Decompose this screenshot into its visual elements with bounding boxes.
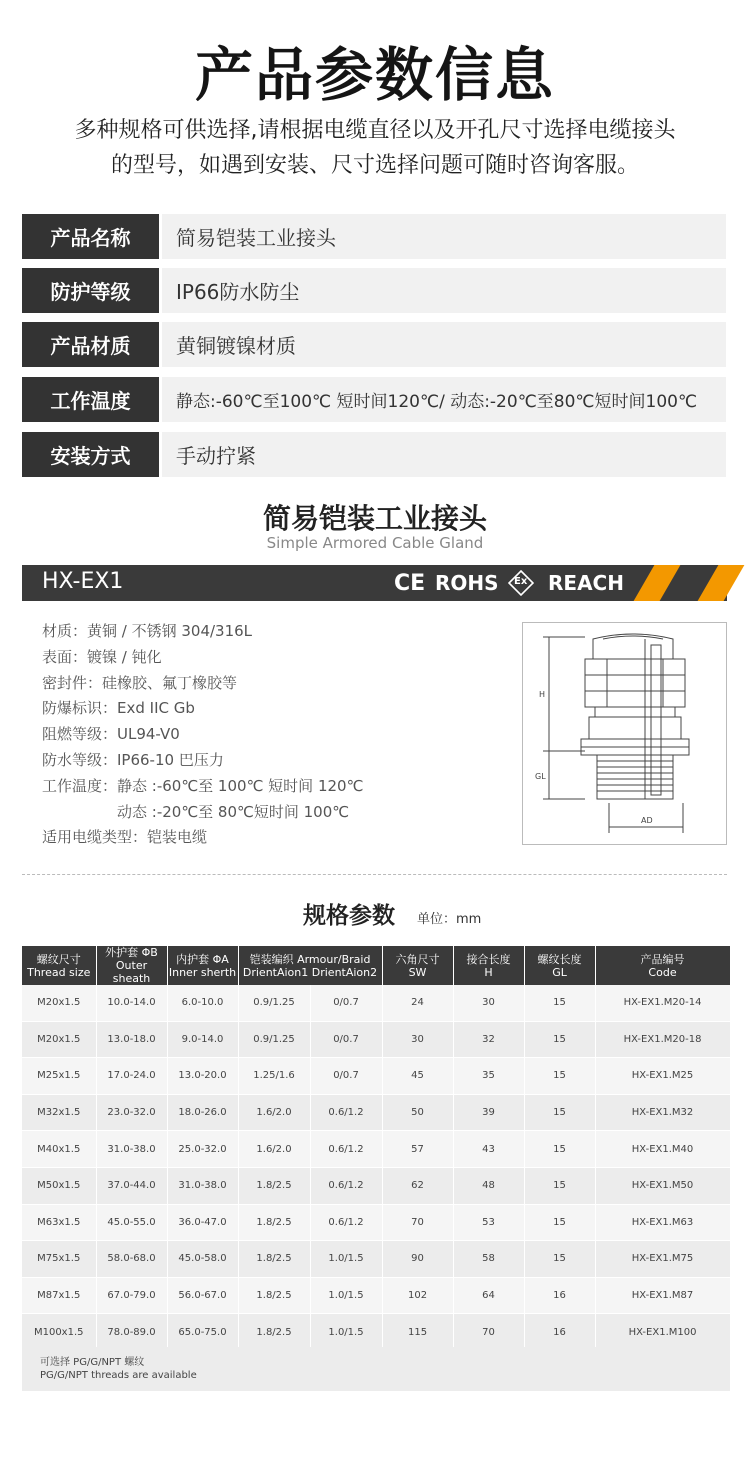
- table-cell: HX-EX1.M100: [595, 1314, 730, 1351]
- table-cell: 15: [524, 1204, 595, 1241]
- table-cell: 24: [382, 985, 453, 1021]
- table-cell: 1.0/1.5: [310, 1277, 382, 1314]
- param-label: 工作温度: [22, 377, 159, 422]
- table-cell: HX-EX1.M20-18: [595, 1021, 730, 1058]
- table-cell: M87x1.5: [22, 1277, 96, 1314]
- table-cell: 0.6/1.2: [310, 1131, 382, 1168]
- spec-explosion: 防爆标识：Exd IIC Gb: [42, 699, 195, 718]
- header-text: 螺纹尺寸: [36, 952, 81, 966]
- table-cell: 30: [382, 1021, 453, 1058]
- table-cell: 45.0-58.0: [167, 1241, 238, 1278]
- header-gl: [524, 946, 595, 985]
- table-cell: 9.0-14.0: [167, 1021, 238, 1058]
- table-cell: M25x1.5: [22, 1058, 96, 1095]
- table-cell: 16: [524, 1314, 595, 1351]
- table-cell: HX-EX1.M50: [595, 1167, 730, 1204]
- table-row: [22, 1094, 730, 1131]
- table-cell: 17.0-24.0: [96, 1058, 167, 1095]
- header-text: GL: [552, 965, 567, 979]
- table-cell: 0.6/1.2: [310, 1167, 382, 1204]
- table-cell: M40x1.5: [22, 1131, 96, 1168]
- spec-waterproof: 防水等级：IP66-10 巴压力: [42, 750, 224, 769]
- table-cell: 48: [453, 1167, 524, 1204]
- table-cell: 58.0-68.0: [96, 1241, 167, 1278]
- table-cell: 67.0-79.0: [96, 1277, 167, 1314]
- table-cell: 0.9/1.25: [238, 1021, 310, 1058]
- table-cell: 1.6/2.0: [238, 1094, 310, 1131]
- ex-mark-icon: [508, 570, 534, 600]
- param-row-install: [22, 432, 726, 477]
- spec-table: [22, 946, 731, 1351]
- spec-material: 材质：黄铜 / 不锈钢 304/316L: [42, 622, 253, 640]
- table-cell: 31.0-38.0: [96, 1131, 167, 1168]
- table-cell: M20x1.5: [22, 1021, 96, 1058]
- table-cell: 64: [453, 1277, 524, 1314]
- table-row: [22, 1241, 730, 1278]
- table-cell: 35: [453, 1058, 524, 1095]
- table-cell: HX-EX1.M63: [595, 1204, 730, 1241]
- table-cell: M75x1.5: [22, 1241, 96, 1278]
- table-cell: M32x1.5: [22, 1094, 96, 1131]
- spec-cable-type: 适用电缆类型：铠装电缆: [42, 828, 208, 847]
- page-title: 产品参数信息: [194, 41, 555, 109]
- table-cell: M50x1.5: [22, 1167, 96, 1204]
- table-cell: 58: [453, 1241, 524, 1278]
- table-cell: 16: [524, 1277, 595, 1314]
- table-cell: 1.0/1.5: [310, 1241, 382, 1278]
- param-label: 安装方式: [22, 432, 159, 477]
- table-cell: 0.9/1.25: [238, 985, 310, 1021]
- table-unit: 单位：mm: [417, 912, 482, 927]
- table-cell: 50: [382, 1094, 453, 1131]
- table-header-row: [22, 946, 730, 985]
- spec-flame: 阻燃等级：UL94-V0: [42, 725, 180, 744]
- header-text: Outer sheath: [112, 959, 151, 985]
- table-cell: 30: [453, 985, 524, 1021]
- param-value: 手动拧紧: [162, 432, 726, 477]
- table-cell: 0.6/1.2: [310, 1204, 382, 1241]
- table-cell: HX-EX1.M75: [595, 1241, 730, 1278]
- table-row: [22, 1058, 730, 1095]
- table-cell: 0/0.7: [310, 1058, 382, 1095]
- param-value: IP66防水防尘: [162, 268, 726, 313]
- param-label: 产品材质: [22, 322, 159, 367]
- table-cell: 102: [382, 1277, 453, 1314]
- param-row-name: [22, 214, 726, 259]
- header-text: 螺纹长度: [537, 952, 582, 966]
- table-cell: 31.0-38.0: [167, 1167, 238, 1204]
- table-cell: M63x1.5: [22, 1204, 96, 1241]
- table-row: [22, 1021, 730, 1058]
- table-cell: 13.0-18.0: [96, 1021, 167, 1058]
- table-cell: 115: [382, 1314, 453, 1351]
- header-text: 接合长度: [466, 952, 511, 966]
- header-armour-braid: [238, 946, 382, 985]
- table-cell: 1.6/2.0: [238, 1131, 310, 1168]
- header-text: 外护套 ΦB: [105, 946, 158, 959]
- spec-temp-static: 工作温度：静态 :-60℃至 100℃ 短时间 120℃: [42, 776, 364, 795]
- table-cell: 36.0-47.0: [167, 1204, 238, 1241]
- rohs-mark: ROHS: [435, 571, 499, 595]
- table-cell: 65.0-75.0: [167, 1314, 238, 1351]
- table-cell: HX-EX1.M25: [595, 1058, 730, 1095]
- ce-mark-icon: CE: [394, 571, 426, 596]
- intro-text: [40, 113, 710, 183]
- table-row: [22, 1167, 730, 1204]
- table-cell: 1.8/2.5: [238, 1314, 310, 1351]
- header-outer-sheath: [96, 946, 167, 985]
- table-cell: M100x1.5: [22, 1314, 96, 1351]
- table-cell: 78.0-89.0: [96, 1314, 167, 1351]
- param-row-protection: [22, 268, 726, 313]
- param-value: 静态:-60℃至100℃ 短时间120℃/ 动态:-20℃至80℃短时间100℃: [162, 377, 726, 422]
- footnote-cn: 可选择 PG/G/NPT 螺纹: [40, 1357, 145, 1368]
- table-cell: 70: [453, 1314, 524, 1351]
- table-cell: 1.0/1.5: [310, 1314, 382, 1351]
- table-cell: 45.0-55.0: [96, 1204, 167, 1241]
- section-divider: [22, 874, 727, 875]
- header-text: 产品编号: [640, 952, 685, 966]
- table-cell: 15: [524, 1241, 595, 1278]
- table-cell: 6.0-10.0: [167, 985, 238, 1021]
- table-cell: 70: [382, 1204, 453, 1241]
- table-footnote: [22, 1347, 730, 1391]
- table-cell: 43: [453, 1131, 524, 1168]
- table-cell: 15: [524, 1021, 595, 1058]
- product-title-en: Simple Armored Cable Gland: [266, 534, 484, 552]
- reach-mark: REACH: [548, 571, 624, 595]
- table-cell: 23.0-32.0: [96, 1094, 167, 1131]
- table-cell: 1.8/2.5: [238, 1241, 310, 1278]
- header-inner-sheath: [167, 946, 238, 985]
- table-row: [22, 1131, 730, 1168]
- table-cell: 0/0.7: [310, 985, 382, 1021]
- header-text: H: [484, 965, 493, 979]
- header-thread-size: [22, 946, 96, 985]
- table-title: 规格参数: [303, 903, 395, 929]
- ex-mark-label: Ex: [514, 576, 528, 587]
- header-h: [453, 946, 524, 985]
- param-row-material: [22, 322, 726, 367]
- table-cell: HX-EX1.M40: [595, 1131, 730, 1168]
- table-cell: 57: [382, 1131, 453, 1168]
- drawing-label-h: H: [539, 690, 546, 699]
- spec-temp-dynamic: 动态 :-20℃至 80℃短时间 100℃: [42, 802, 350, 821]
- table-cell: HX-EX1.M20-14: [595, 985, 730, 1021]
- table-cell: 37.0-44.0: [96, 1167, 167, 1204]
- table-cell: 25.0-32.0: [167, 1131, 238, 1168]
- drawing-label-gl: GL: [535, 772, 546, 781]
- drawing-label-ad: AD: [641, 816, 653, 825]
- table-cell: 53: [453, 1204, 524, 1241]
- table-cell: 39: [453, 1094, 524, 1131]
- intro-line-1: 多种规格可供选择,请根据电缆直径以及开孔尺寸选择电缆接头: [74, 118, 676, 143]
- table-cell: 15: [524, 1094, 595, 1131]
- header-text: Code: [648, 965, 677, 979]
- table-cell: 1.8/2.5: [238, 1204, 310, 1241]
- table-cell: 0.6/1.2: [310, 1094, 382, 1131]
- model-name: HX-EX1: [42, 569, 124, 594]
- spec-list: [42, 619, 363, 851]
- table-cell: M20x1.5: [22, 985, 96, 1021]
- table-cell: 45: [382, 1058, 453, 1095]
- header-text: Inner sherth: [168, 965, 237, 979]
- table-cell: 1.8/2.5: [238, 1277, 310, 1314]
- table-row: [22, 985, 730, 1021]
- intro-line-2: 的型号，如遇到安装、尺寸选择问题可随时咨询客服。: [110, 153, 639, 178]
- table-cell: 15: [524, 1131, 595, 1168]
- table-cell: 18.0-26.0: [167, 1094, 238, 1131]
- header-sw: [382, 946, 453, 985]
- table-cell: 62: [382, 1167, 453, 1204]
- table-row: [22, 1277, 730, 1314]
- header-text: Thread size: [27, 965, 91, 979]
- param-row-temperature: [22, 377, 726, 422]
- table-cell: 1.25/1.6: [238, 1058, 310, 1095]
- param-label: 产品名称: [22, 214, 159, 259]
- table-cell: 10.0-14.0: [96, 985, 167, 1021]
- header-text: 六角尺寸: [395, 952, 440, 966]
- param-value: 简易铠装工业接头: [162, 214, 726, 259]
- model-bar: [22, 565, 727, 601]
- spec-surface: 表面：镀镍 / 钝化: [42, 647, 162, 666]
- table-cell: 15: [524, 1058, 595, 1095]
- table-cell: 15: [524, 985, 595, 1021]
- table-cell: 15: [524, 1167, 595, 1204]
- footnote-en: PG/G/NPT threads are available: [40, 1370, 197, 1381]
- table-cell: 32: [453, 1021, 524, 1058]
- param-label: 防护等级: [22, 268, 159, 313]
- param-value: 黄铜镀镍材质: [162, 322, 726, 367]
- header-code: [595, 946, 730, 985]
- table-cell: 1.8/2.5: [238, 1167, 310, 1204]
- spec-seal: 密封件：硅橡胶、氟丁橡胶等: [42, 673, 238, 692]
- header-text: 铠装编织 Armour/Braid: [249, 952, 371, 966]
- table-row: [22, 1204, 730, 1241]
- product-title-cn: 简易铠装工业接头: [262, 502, 487, 535]
- technical-drawing: [522, 622, 727, 845]
- table-cell: 0/0.7: [310, 1021, 382, 1058]
- table-cell: 90: [382, 1241, 453, 1278]
- header-text: DrientAion1 DrientAion2: [242, 965, 378, 979]
- header-text: 内护套 ΦA: [176, 952, 229, 966]
- table-cell: HX-EX1.M87: [595, 1277, 730, 1314]
- table-row: [22, 1314, 730, 1351]
- table-cell: HX-EX1.M32: [595, 1094, 730, 1131]
- table-cell: 56.0-67.0: [167, 1277, 238, 1314]
- header-text: SW: [408, 965, 427, 979]
- table-cell: 13.0-20.0: [167, 1058, 238, 1095]
